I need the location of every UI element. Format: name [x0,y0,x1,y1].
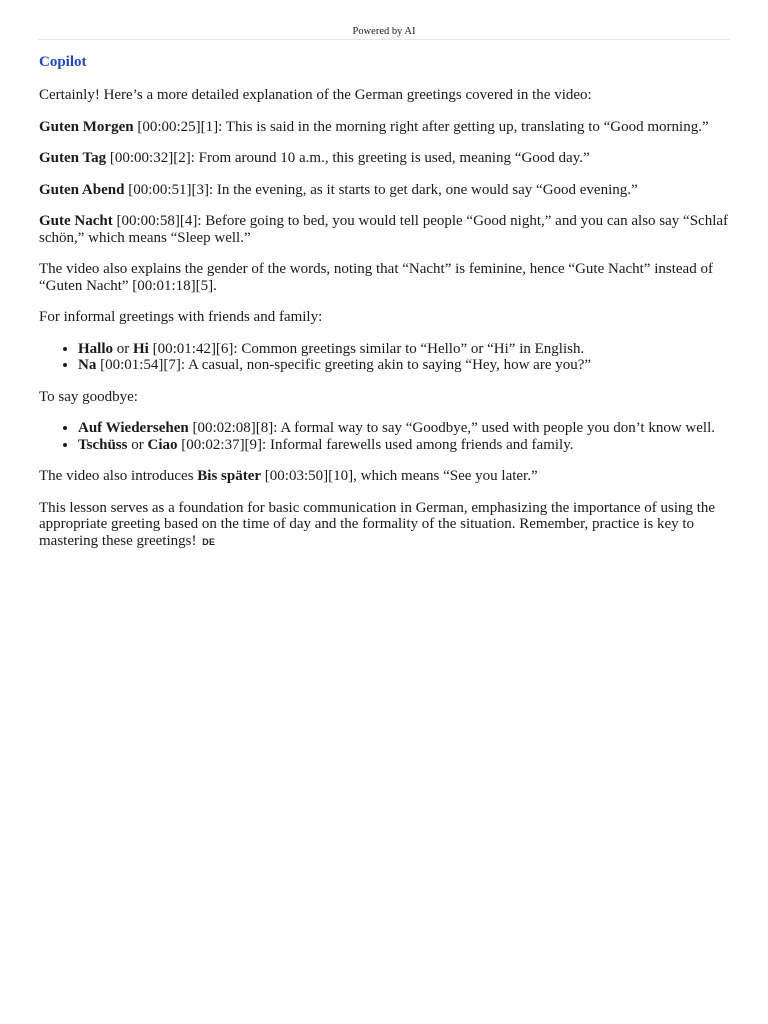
greeting-description: [00:01:42][6]: Common greetings similar to “Hello” or “Hi” in English. [148,340,585,357]
term-joiner: or [113,340,134,357]
later-note-after: [00:03:50][10], which means “See you later.” [261,468,538,484]
greeting-term: Hi [133,340,149,357]
informal-intro-paragraph: For informal greetings with friends and family: [39,309,323,325]
response-body [39,54,729,565]
greeting-term: Auf Wiedersehen [78,420,189,436]
greeting-term: Guten Abend [39,181,125,198]
conclusion-text: This lesson serves as a foundation for basic communication in German, emphasizing the importance of using the appropriate greeting based on the time of day and the formality of the situation. Remember, practice is key to mastering these greetings! [39,499,716,549]
greeting-term: Hallo [78,340,114,357]
intro-paragraph: Certainly! Here’s a more detailed explanation of the German greetings covered in the video: [39,87,592,103]
list-item [78,437,729,454]
language-badge: DE [202,536,216,547]
conclusion-paragraph [39,500,729,551]
list-item [78,420,729,437]
greeting-description: [00:02:08][8]: A formal way to say “Goodbye,” used with people you don’t know well. [188,420,715,436]
powered-by-header [38,24,730,40]
greeting-description: [00:01:54][7]: A casual, non-specific greeting akin to saying “Hey, how are you?” [96,357,592,373]
greeting-description: [00:00:58][4]: Before going to bed, you would tell people “Good night,” and you can also say “Schlaf schön,” which means “Sleep well.” [39,213,729,246]
greeting-term: Na [78,357,97,373]
greeting-term: Guten Tag [39,150,107,166]
goodbye-intro-paragraph: To say goodbye: [39,388,138,405]
greeting-description: [00:00:25][1]: This is said in the morning right after getting up, translating to “Good morning.” [133,118,709,135]
greeting-description: [00:00:32][2]: From around 10 a.m., this greeting is used, meaning “Good day.” [106,150,590,166]
greeting-paragraph [39,213,729,246]
term-joiner: or [127,436,148,453]
greeting-term: Tschüss [78,436,128,453]
greeting-description: [00:00:51][3]: In the evening, as it starts to get dark, one would say “Good evening.” [124,181,638,198]
greeting-term: Ciao [147,436,178,453]
informal-greetings-list [39,341,729,374]
speaker-name: Copilot [39,54,87,70]
later-note-paragraph [39,468,729,485]
goodbye-list [39,420,729,453]
later-note-before: The video also introduces [39,468,198,484]
greeting-term: Guten Morgen [39,118,134,135]
greeting-description: [00:02:37][9]: Informal farewells used among friends and family. [177,436,574,453]
powered-by-label: Powered by AI [352,26,416,37]
greeting-paragraph [39,182,729,199]
list-item [78,357,729,374]
greeting-term: Bis später [197,468,262,484]
list-item [78,341,729,358]
greeting-paragraph [39,150,729,167]
gender-note-paragraph: The video also explains the gender of the words, noting that “Nacht” is feminine, hence “Gute Nacht” instead of “Guten Nacht” [00:01:18][5]. [39,261,713,294]
greeting-term: Gute Nacht [39,213,113,229]
greeting-paragraph [39,119,729,136]
